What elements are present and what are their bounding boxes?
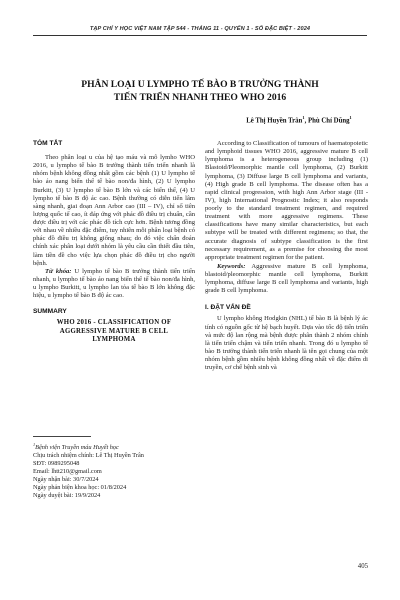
keywords-en-label: Keywords:	[217, 262, 246, 270]
left-column	[33, 140, 195, 344]
footnote-received: Ngày nhận bài: 30/7/2024	[33, 476, 99, 484]
keywords-en	[205, 263, 368, 296]
affiliation-text: Bệnh viện Truyền máu Huyết học	[35, 444, 119, 452]
footnote-affiliation	[33, 441, 195, 452]
summary-body: According to Classification of tumours of haematopoietic and lymphoid tissues WHO 2016, aggressive mature B cell lymphoma is a heterogeneous group including (1) Blastoid/Pleomorphic mantle cell lymphoma, (2) Burkitt lymphoma, (3) Diffuse large B cell lymphoma and variants, (4) High grade B cell lymphoma. The disease often has a rapid clinical progression, with high Ann Arbor stage (III - IV), high International Prognostic Index; it also responds poorly to the standard treatment regimen, and required treatment with more aggressive regimens. These classifications have many similar characteristics, but each subtype will be treated with different regimens; so that, the accurate diagnosis of subtype classification is the first necessary requirement, as a premise for choosing the most appropriate treatment regimen for the patient.	[205, 140, 368, 261]
footnotes	[33, 441, 195, 500]
title-line-1: PHÂN LOẠI U LYMPHO TẾ BÀO B TRƯỞNG THÀNH	[81, 79, 319, 90]
footnote-corresponding: Chịu trách nhiệm chính: Lê Thị Huyền Trân	[33, 452, 144, 460]
keywords-vi-label: Từ khóa:	[45, 267, 72, 275]
author-separator: ,	[304, 117, 308, 125]
journal-header: TẠP CHÍ Y HỌC VIỆT NAM TẬP 544 - THÁNG 11 - QUYỂN 1 - SỐ ĐẶC BIỆT - 2024	[89, 26, 311, 32]
intro-heading: I. ĐẶT VẤN ĐỀ	[205, 304, 251, 312]
keywords-vi-text: U lympho tế bào B trưởng thành tiến triển nhanh, u lympho tế bào áo nang biến thể tế bào non/đa hình, u lympho Burkitt, u lympho lan tỏa tế bào B lớn không đặc hiệu, u lympho tế bào B độ ác cao.	[33, 267, 195, 300]
intro-body: U lympho không Hodgkin (NHL) tế bào B là bệnh lý ác tính có nguồn gốc từ hệ bạch huyết. Dựa vào tốc độ tiến triển và mức độ lan rộng mà bệnh được phân thành 2 nhóm chính là tiến triển chậm và tiến triển nhanh. Trong đó u lympho tế bào B trưởng thành tiến triển nhanh là tên gọi chung của một nhóm bệnh gồm nhiều bệnh không đồng nhất về đặc điểm di truyền, cơ chế bệnh sinh và	[205, 315, 368, 372]
page-number: 405	[357, 563, 368, 570]
footnote-divider	[33, 436, 91, 437]
abstract-vi-heading: TÓM TẮT	[33, 140, 63, 147]
summary-title-line-2: AGGRESSIVE MATURE B CELL	[59, 327, 169, 335]
right-column	[205, 140, 368, 372]
footnote-reviewed: Ngày phản biện khoa học: 01/8/2024	[33, 484, 127, 492]
summary-title	[33, 319, 195, 344]
author-1: Lê Thị Huyền Trân	[246, 117, 303, 125]
footnote-phone: SĐT: 0989295048	[33, 460, 80, 468]
summary-title-line-3: LYMPHOMA	[92, 336, 136, 344]
summary-heading: SUMMARY	[33, 308, 67, 316]
author-1-sup: 1	[302, 115, 305, 120]
summary-title-line-1: WHO 2016 - CLASSIFICATION OF	[56, 319, 172, 327]
title-line-2: TIẾN TRIỂN NHANH THEO WHO 2016	[113, 92, 287, 103]
footnote-accepted: Ngày duyệt bài: 19/9/2024	[33, 492, 101, 500]
keywords-en-text: Aggressive mature B cell lymphoma, blastoid/pleomorphic mantle cell lymphoma, Burkitt lymphoma, diffuse large B cell lymphoma and variants, high grade B cell lymphoma.	[205, 262, 368, 295]
header-divider	[33, 35, 367, 36]
footnote-email: Email: lhtt210@gmail.com	[33, 468, 102, 476]
affiliation-sup: 1	[33, 442, 36, 447]
authors	[200, 115, 398, 124]
author-2-sup: 1	[349, 115, 352, 120]
keywords-vi	[33, 268, 195, 301]
article-title	[40, 78, 360, 104]
abstract-vi-body: Theo phân loại u của hệ tạo máu và mô lymho WHO 2016, u lympho tế bào B trưởng thành tiến triển nhanh là nhóm bệnh không đồng nhất gồm các bệnh (1) U lympho tế bào áo nang biến thể tế bào non/đa hình, (2) U lympho Burkitt, (3) U lympho tế bào B lớn và các biến thể, (4) U lympho tế bào B độ ác cao. Bệnh thường có diễn tiến lâm sàng nhanh, giai đoạn Ann Arbor cao (III – IV), chỉ số tiên lượng quốc tế cao, ít đáp ứng với phác đồ điều trị chuẩn, cần được điều trị với các phác đồ tích cực hơn. Bệnh tương đồng với nhau về nhiều đặc điểm, tuy nhiên mỗi phân loại bệnh có phác đồ điều trị không giống nhau; do đó việc chẩn đoán chính xác phân loại dưới nhóm là yêu cầu cần thiết đầu tiên, làm tiền đề cho việc lựa chọn phác đồ điều trị cho người bệnh.	[33, 154, 195, 267]
author-2: Phù Chí Dũng	[307, 117, 350, 125]
